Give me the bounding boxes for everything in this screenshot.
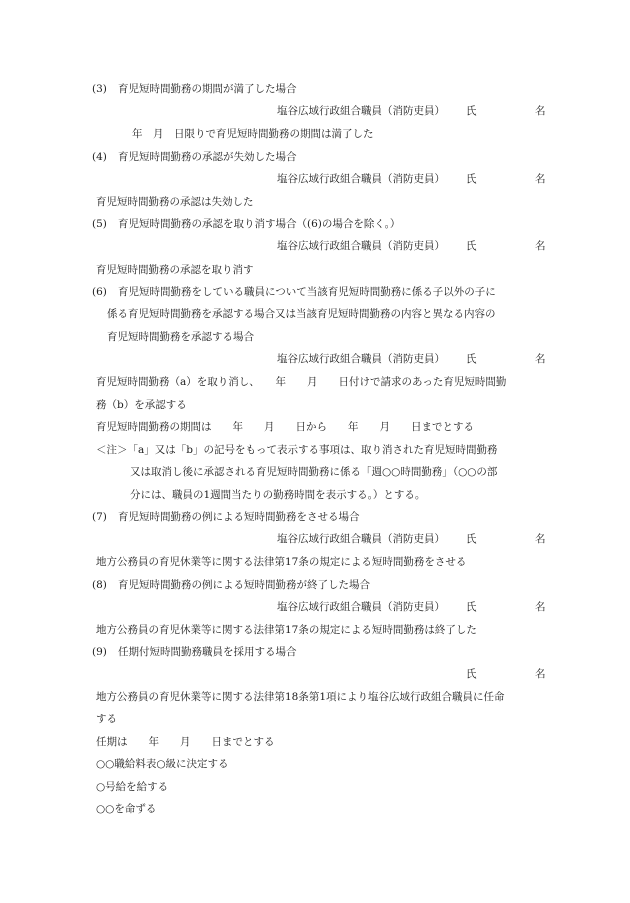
- org-name: 塩谷広域行政組合職員（消防吏員）: [277, 533, 445, 545]
- name-shi: 氏: [466, 601, 477, 613]
- org-name: 塩谷広域行政組合職員（消防吏員）: [277, 105, 445, 117]
- section-title: 育児短時間勤務の例による短時間勤務が終了した場合: [118, 579, 370, 591]
- name-mei: 名: [535, 105, 546, 117]
- section-3-heading: [92, 82, 297, 96]
- section-5-body: 育児短時間勤務の承認を取り消す: [96, 264, 254, 276]
- section-8-heading: [92, 578, 370, 592]
- name-shi: 氏: [466, 353, 477, 365]
- section-7-heading: [92, 510, 360, 524]
- section-9-body-line2: する: [96, 713, 117, 725]
- section-8-body: 地方公務員の育児休業等に関する法律第17条の規定による短時間勤務は終了した: [96, 624, 477, 636]
- name-shi: 氏: [466, 173, 477, 185]
- section-9-body-line3: 任期は 年 月 日までとする: [96, 736, 275, 748]
- section-6-heading: [92, 285, 496, 299]
- name-shi: 氏: [466, 668, 477, 680]
- section-6-body-line1: 育児短時間勤務（a）を取り消し、 年 月 日付けで請求のあった育児短時間勤: [96, 376, 507, 388]
- section-9-body-line6: ○○を命ずる: [96, 803, 157, 815]
- section-title: 育児短時間勤務の例による短時間勤務をさせる場合: [118, 511, 360, 523]
- section-6-body-line2: 務（b）を承認する: [96, 399, 187, 411]
- section-number: (4): [92, 151, 107, 163]
- section-number: (3): [92, 83, 107, 95]
- section-6-body-line3: 育児短時間勤務の期間は 年 月 日から 年 月 日までとする: [96, 421, 474, 433]
- section-6-title-line3: 育児短時間勤務を承認する場合: [107, 331, 254, 343]
- org-name: 塩谷広域行政組合職員（消防吏員）: [277, 353, 445, 365]
- section-title: 育児短時間勤務の期間が満了した場合: [118, 83, 297, 95]
- name-mei: 名: [535, 353, 546, 365]
- name-shi: 氏: [466, 105, 477, 117]
- name-mei: 名: [535, 240, 546, 252]
- name-shi: 氏: [466, 533, 477, 545]
- section-6-title-line2: 係る育児短時間勤務を承認する場合又は当該育児短時間勤務の内容と異なる内容の: [107, 308, 496, 320]
- section-6-note-line1: ＜注＞「a」又は「b」の記号をもって表示する事項は、取り消された育児短時間勤務: [96, 444, 498, 456]
- section-4-body: 育児短時間勤務の承認は失効した: [96, 196, 254, 208]
- section-6-note-line2: 又は取消し後に承認される育児短時間勤務に係る「週○○時間勤務」（○○の部: [130, 466, 498, 478]
- section-number: (6): [92, 286, 107, 298]
- section-9-body-line1: 地方公務員の育児休業等に関する法律第18条第1項により塩谷広域行政組合職員に任命: [96, 691, 505, 703]
- section-title: 育児短時間勤務の承認を取り消す場合（(6)の場合を除く。）: [118, 218, 401, 230]
- name-mei: 名: [535, 668, 546, 680]
- section-title: 育児短時間勤務をしている職員について当該育児短時間勤務に係る子以外の子に: [118, 286, 496, 298]
- section-title: 任期付短時間勤務職員を採用する場合: [118, 646, 297, 658]
- section-9-body-line5: ○号給を給する: [96, 781, 169, 793]
- section-number: (8): [92, 579, 107, 591]
- section-number: (7): [92, 511, 107, 523]
- name-mei: 名: [535, 601, 546, 613]
- section-title: 育児短時間勤務の承認が失効した場合: [118, 151, 297, 163]
- section-9-body-line4: ○○職給料表○級に決定する: [96, 758, 229, 770]
- section-7-body: 地方公務員の育児休業等に関する法律第17条の規定による短時間勤務をさせる: [96, 556, 467, 568]
- section-6-note-line3: 分には、職員の1週間当たりの勤務時間を表示する。）とする。: [130, 489, 426, 501]
- name-mei: 名: [535, 173, 546, 185]
- org-name: 塩谷広域行政組合職員（消防吏員）: [277, 601, 445, 613]
- name-shi: 氏: [466, 240, 477, 252]
- section-9-heading: [92, 645, 297, 659]
- section-5-heading: [92, 217, 400, 231]
- section-number: (9): [92, 646, 107, 658]
- section-3-body: 年 月 日限りで育児短時間勤務の期間は満了した: [132, 128, 374, 140]
- org-name: 塩谷広域行政組合職員（消防吏員）: [277, 240, 445, 252]
- section-4-heading: [92, 150, 297, 164]
- name-mei: 名: [535, 533, 546, 545]
- section-number: (5): [92, 218, 107, 230]
- org-name: 塩谷広域行政組合職員（消防吏員）: [277, 173, 445, 185]
